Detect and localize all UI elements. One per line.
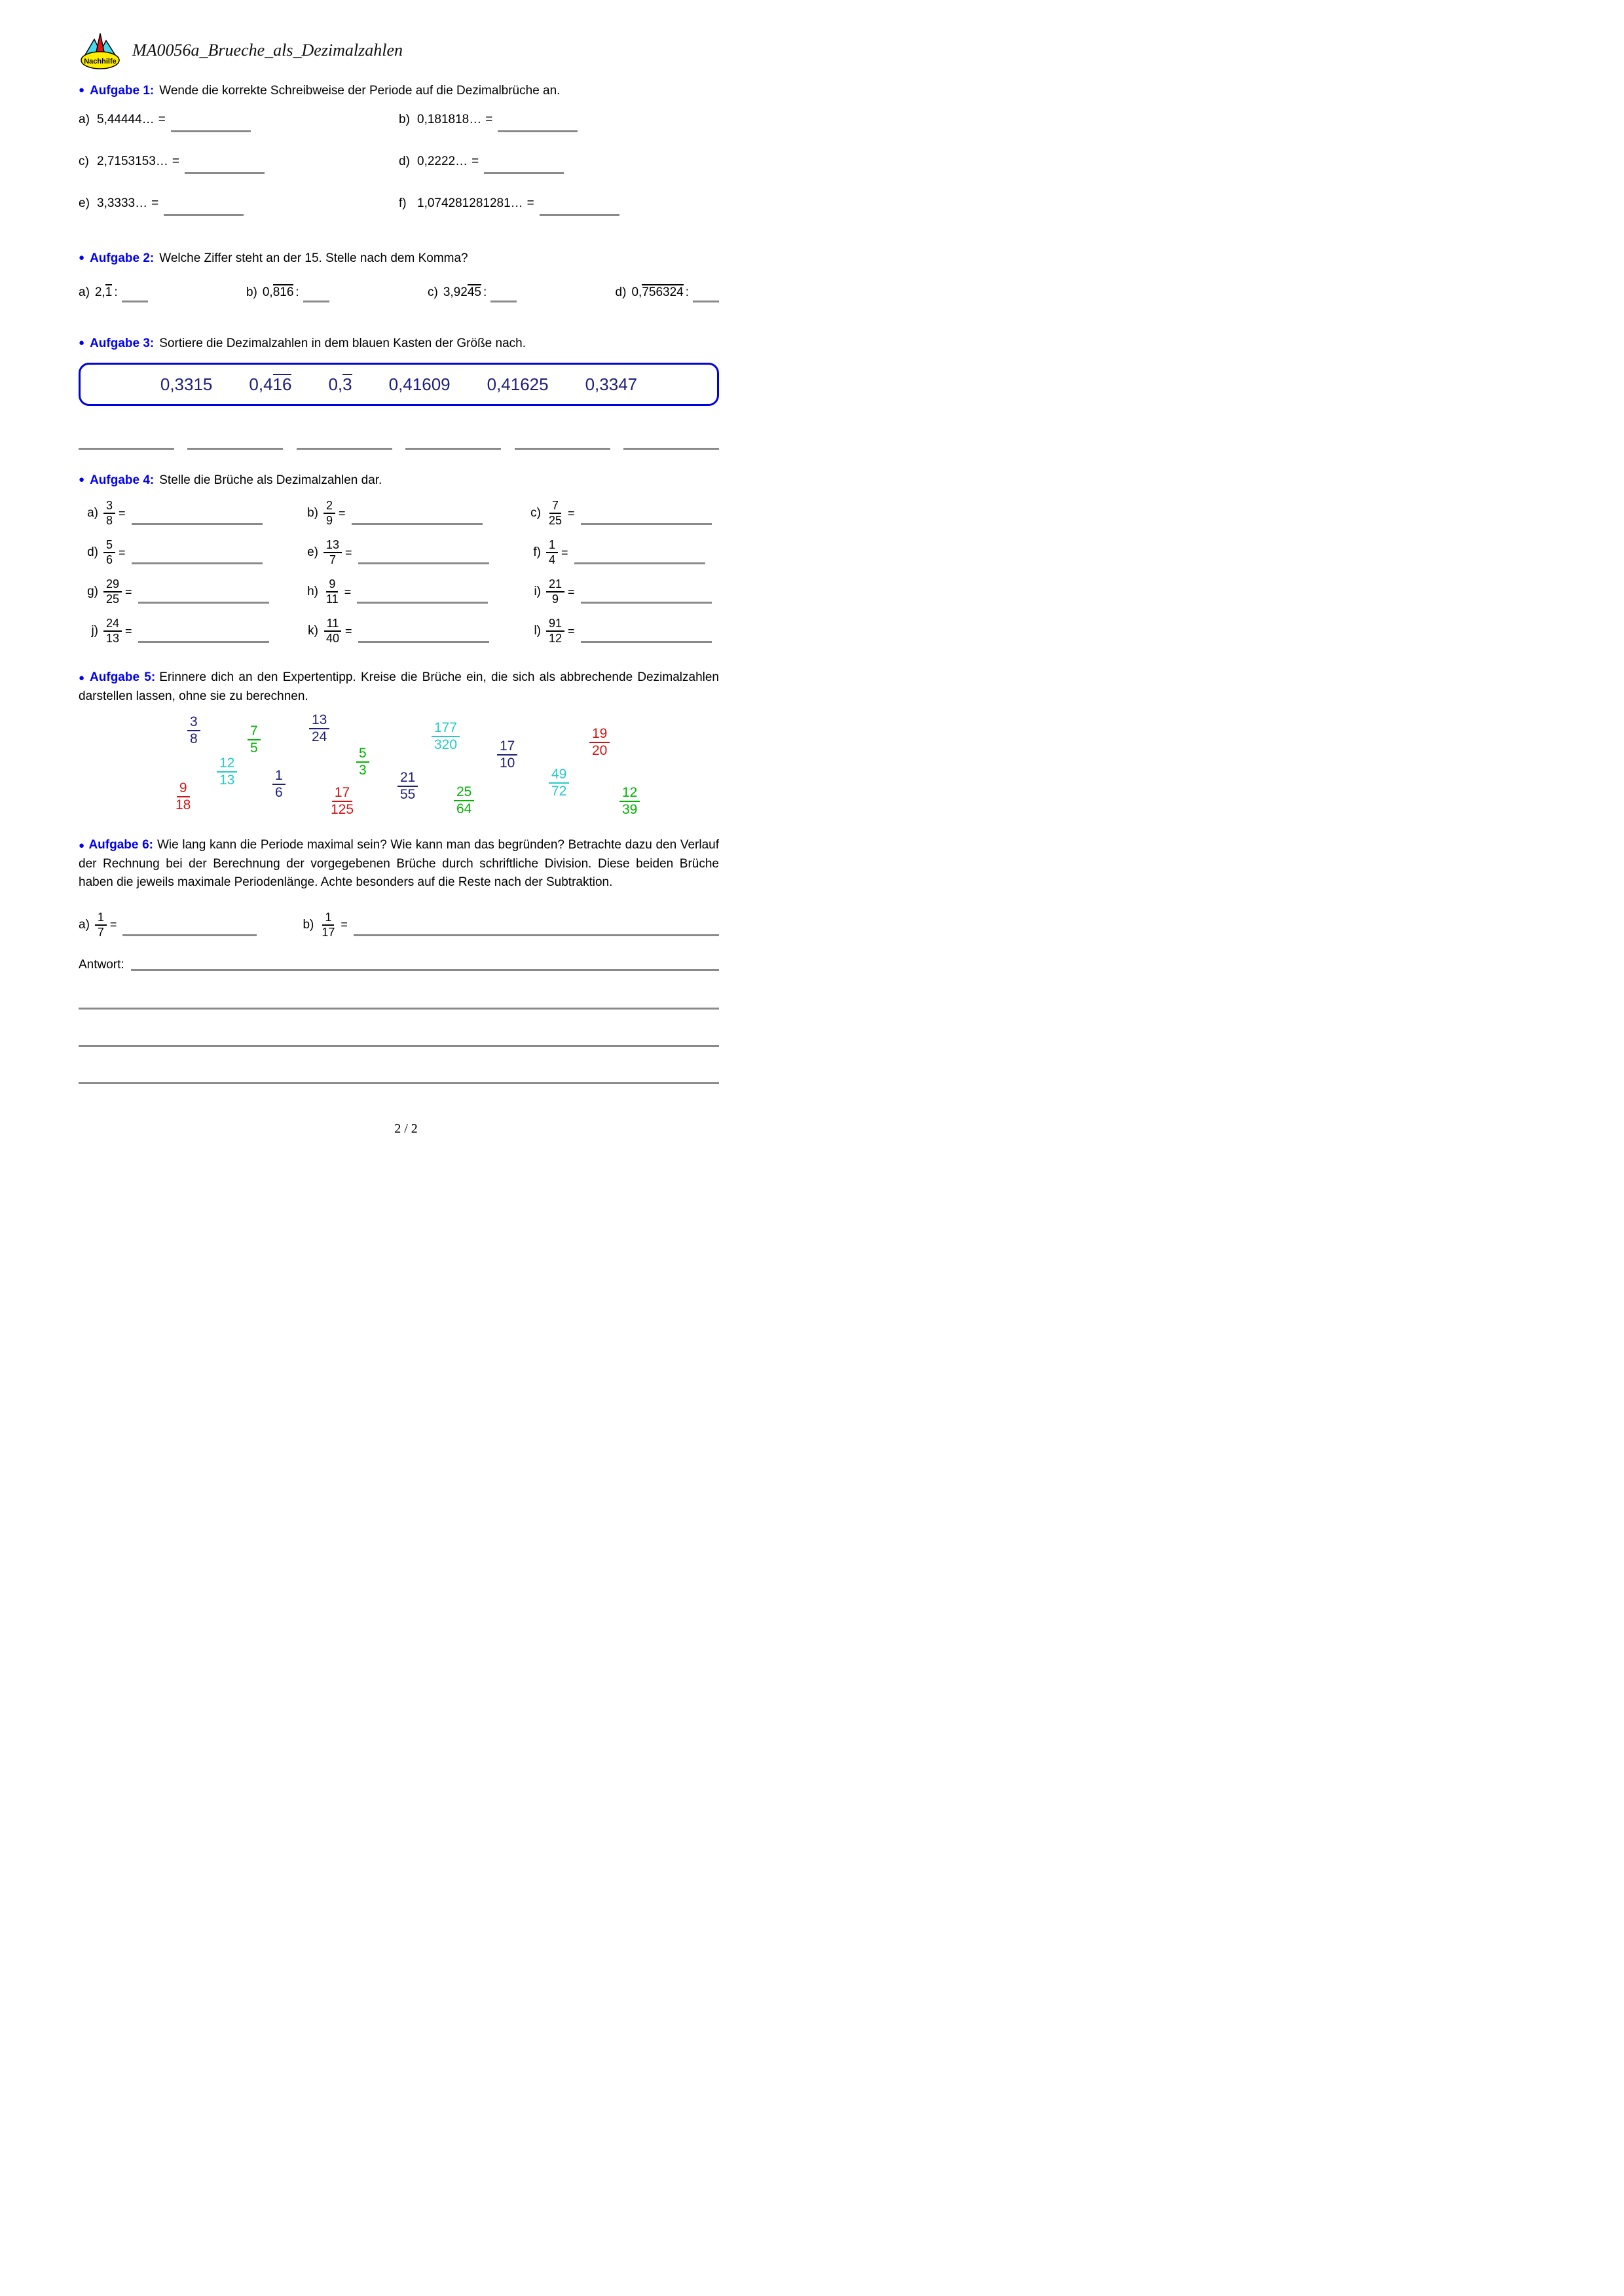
answer-blank[interactable] [122, 934, 257, 936]
task5-heading [79, 668, 719, 706]
equals-sign: = [471, 155, 479, 168]
periodic-digits: 45 [467, 285, 481, 299]
task4-prompt: Stelle die Brüche als Dezimalzahlen dar. [159, 473, 382, 487]
circle-candidate-fraction[interactable]: $\frac{49}{72}$ [549, 767, 569, 799]
item-key: e) [307, 545, 318, 559]
decimal-number: 0,41609 [388, 374, 451, 394]
fraction: $\frac{5}{6}$ [103, 539, 115, 566]
answer-blank[interactable] [490, 301, 517, 302]
periodic-digits: 756324 [642, 285, 684, 299]
task1-item-e [79, 196, 399, 223]
item-key: c) [428, 285, 438, 299]
header [79, 30, 719, 71]
fraction: $\frac{11}{40}$ [323, 617, 342, 645]
colon: : [483, 285, 487, 299]
worksheet-page [0, 0, 812, 1148]
decimal-prefix: 2, [94, 285, 105, 299]
equals-sign: = [568, 624, 575, 638]
logo-text: Nachhilfe [84, 58, 117, 65]
fraction: $\frac{3}{8}$ [103, 500, 115, 527]
answer-blank[interactable] [357, 602, 488, 604]
colon: : [114, 285, 118, 299]
task6-items [79, 909, 719, 941]
fraction: $\frac{13}{7}$ [323, 539, 342, 566]
answer-blank[interactable] [138, 641, 269, 643]
item-key: f) [399, 196, 407, 210]
bullet-icon: ● [79, 252, 85, 263]
task4-item-g [79, 577, 299, 607]
equals-sign: = [561, 545, 568, 559]
equals-sign: = [119, 545, 126, 559]
equals-sign: = [109, 918, 117, 931]
answer-row [79, 958, 719, 972]
circle-candidate-fraction[interactable]: $\frac{13}{24}$ [309, 713, 329, 744]
circle-candidate-fraction[interactable]: $\frac{19}{20}$ [589, 727, 610, 758]
task4-item-d [79, 538, 299, 568]
task1-heading [79, 84, 719, 98]
answer-blank[interactable] [358, 641, 489, 643]
task5-prompt: Erinnere dich an den Expertentipp. Kreise die Brüche ein, die sich als abbrechende Dezimalzahlen darstellen lassen, ohne sie zu berechnen. [79, 670, 719, 703]
sort-blank[interactable] [515, 448, 610, 450]
circle-candidate-fraction[interactable]: $\frac{5}{3}$ [356, 746, 369, 778]
bullet-icon: ● [79, 84, 85, 96]
equals-sign: = [125, 624, 132, 638]
task4-item-f [521, 538, 719, 568]
sort-blank[interactable] [297, 448, 392, 450]
fraction: $\frac{1}{4}$ [546, 539, 558, 566]
item-key: d) [87, 545, 98, 559]
answer-blank[interactable] [185, 172, 265, 174]
task6-label: Aufgabe 6: [88, 838, 153, 852]
decimal-prefix: 0, [631, 285, 642, 299]
circle-candidate-fraction[interactable]: $\frac{9}{18}$ [175, 780, 191, 813]
item-key: l) [534, 624, 541, 638]
bullet-icon: ● [79, 672, 86, 683]
equals-sign: = [345, 624, 352, 638]
writing-line[interactable] [79, 1008, 719, 1010]
task4-item-e [299, 538, 521, 568]
decimal-number: 0,3315 [160, 374, 213, 394]
sort-blank[interactable] [187, 448, 283, 450]
writing-line[interactable] [79, 1045, 719, 1047]
equals-sign: = [151, 196, 159, 210]
decimal-prefix: 3,92 [443, 285, 468, 299]
circle-candidate-fraction[interactable]: $\frac{12}{39}$ [619, 786, 640, 817]
page-number: 2 / 2 [394, 1121, 418, 1136]
item-value: 3,3333… [97, 196, 148, 210]
equals-sign: = [158, 113, 166, 126]
task1-items [79, 113, 719, 223]
item-key: b) [246, 285, 257, 299]
answer-label: Antwort: [79, 957, 124, 972]
fraction: $\frac{29}{25}$ [103, 578, 122, 606]
task4-item-i [521, 577, 719, 607]
circle-candidate-fraction[interactable]: $\frac{17}{10}$ [497, 739, 517, 771]
item-key: f) [533, 545, 541, 559]
decimal-number: 0,41625 [487, 374, 549, 394]
task4-item-k [299, 616, 521, 646]
circle-candidate-fraction[interactable]: $\frac{25}{64}$ [454, 785, 474, 816]
circle-candidate-fraction[interactable]: $\frac{21}{55}$ [397, 771, 418, 802]
item-key: e) [79, 196, 90, 210]
bullet-icon: ● [79, 337, 85, 348]
decimal-prefix: 0, [262, 285, 273, 299]
answer-blank[interactable] [581, 641, 712, 643]
periodic-digits: 816 [272, 285, 294, 299]
circle-candidate-fraction[interactable]: $\frac{12}{13}$ [217, 756, 237, 788]
item-value: 0,2222… [417, 155, 468, 168]
fraction: $\frac{9}{11}$ [326, 577, 339, 606]
task3-prompt: Sortiere die Dezimalzahlen in dem blauen Kasten der Größe nach. [159, 337, 526, 350]
circle-candidate-fraction[interactable]: $\frac{17}{125}$ [331, 785, 354, 818]
task2-label: Aufgabe 2: [90, 251, 155, 265]
answer-blank[interactable] [303, 301, 329, 302]
equals-sign: = [344, 585, 352, 598]
equals-sign: = [568, 585, 575, 598]
equals-sign: = [345, 545, 352, 559]
task2-item-b [246, 284, 329, 306]
item-value: 1,074281281281… [417, 196, 523, 210]
task2-item-a [79, 284, 148, 306]
task5-fraction-cloud [79, 710, 719, 831]
task4-item-h [299, 577, 521, 607]
sort-blank[interactable] [623, 448, 719, 450]
answer-blank[interactable] [498, 130, 578, 132]
periodic-digits: 1 [105, 285, 113, 299]
item-key: a) [87, 506, 98, 520]
fraction: $\frac{21}{9}$ [546, 578, 564, 606]
equals-sign: = [119, 506, 126, 520]
circle-candidate-fraction[interactable]: $\frac{3}{8}$ [187, 715, 200, 746]
item-key: c) [79, 155, 89, 168]
task1-label: Aufgabe 1: [90, 84, 155, 98]
task4-label: Aufgabe 4: [90, 473, 155, 487]
task4-heading [79, 473, 719, 488]
task2-heading [79, 251, 719, 266]
answer-blank[interactable] [581, 602, 712, 604]
item-key: i) [534, 585, 541, 598]
equals-sign: = [568, 506, 575, 520]
answer-blank[interactable] [581, 523, 712, 525]
item-value: 2,7153153… [97, 155, 168, 168]
item-key: c) [530, 506, 541, 520]
item-key: k) [308, 624, 318, 638]
fraction: $\frac{1}{17}$ [322, 910, 335, 939]
answer-blank[interactable] [354, 934, 719, 936]
task4-items [79, 498, 719, 646]
task3-heading [79, 337, 719, 351]
equals-sign: = [172, 155, 179, 168]
sort-blank[interactable] [79, 448, 174, 450]
circle-candidate-fraction[interactable]: $\frac{1}{6}$ [272, 769, 286, 800]
answer-blank[interactable] [358, 562, 489, 564]
task4-item-a [79, 498, 299, 528]
answer-blank[interactable] [484, 172, 564, 174]
equals-sign: = [526, 196, 534, 210]
item-value: 5,44444… [97, 113, 155, 126]
answer-blank[interactable] [164, 214, 244, 216]
task1-item-b [399, 113, 719, 139]
item-key: b) [307, 506, 318, 520]
circle-candidate-fraction[interactable]: $\frac{7}{5}$ [248, 724, 261, 756]
task1-prompt: Wende die korrekte Schreibweise der Periode auf die Dezimalbrüche an. [159, 84, 561, 98]
task1-item-a [79, 113, 399, 139]
item-key: h) [307, 585, 318, 598]
item-value: 0,181818… [417, 113, 482, 126]
answer-blank[interactable] [122, 301, 148, 302]
colon: : [295, 285, 299, 299]
item-key: g) [87, 585, 98, 598]
fraction: $\frac{91}{12}$ [546, 617, 564, 645]
item-key: a) [79, 285, 90, 299]
item-key: b) [303, 917, 314, 932]
item-key: a) [79, 113, 90, 126]
task3-label: Aufgabe 3: [90, 337, 155, 350]
item-key: j) [91, 624, 98, 638]
answer-blank[interactable] [171, 130, 251, 132]
fraction: $\frac{24}{13}$ [103, 617, 122, 645]
item-key: d) [399, 155, 410, 168]
decimal-number: 0,416 [249, 374, 292, 394]
colon: : [685, 285, 689, 299]
task6-prompt: Wie lang kann die Periode maximal sein? Wie kann man das begründen? Betrachte dazu den Verlauf der Rechnung bei der Berechnung der vorgegebenen Brüche durch schriftliche Division. Diese beiden Brüche haben die jeweils maximale Periodenlänge. Achte besonders auf die Reste nach der Subtraktion. [79, 838, 719, 889]
fraction: $\frac{1}{7}$ [95, 911, 107, 939]
sort-blank[interactable] [405, 448, 501, 450]
task2-items [79, 284, 719, 306]
writing-line[interactable] [79, 1082, 719, 1084]
task4-item-l [521, 616, 719, 646]
answer-blank[interactable] [352, 523, 483, 525]
task6-heading [79, 836, 719, 892]
answer-blank[interactable] [574, 562, 705, 564]
equals-sign: = [341, 918, 348, 931]
task1-item-c [79, 155, 399, 181]
task1-item-d [399, 155, 719, 181]
item-key: a) [79, 917, 90, 932]
task4-item-j [79, 616, 299, 646]
answer-blank[interactable] [132, 562, 263, 564]
item-key: b) [399, 113, 410, 126]
decimal-number: 0,3347 [585, 374, 638, 394]
item-key: d) [615, 285, 627, 299]
bullet-icon: ● [79, 840, 85, 851]
fraction: $\frac{7}{25}$ [549, 499, 563, 527]
answer-blank[interactable] [132, 523, 263, 525]
task4-item-b [299, 498, 521, 528]
answer-blank[interactable] [138, 602, 269, 604]
bullet-icon: ● [79, 474, 85, 485]
equals-sign: = [125, 585, 132, 598]
answer-blank[interactable] [693, 301, 719, 302]
task2-item-c [428, 284, 517, 306]
decimal-number: 0,3 [328, 374, 352, 394]
blue-number-box [79, 363, 719, 406]
task3-sort-blanks [79, 448, 719, 450]
answer-blank[interactable] [131, 969, 719, 971]
document-title: MA0056a_Brueche_als_Dezimalzahlen [132, 41, 403, 60]
equals-sign: = [485, 113, 493, 126]
task2-item-d [616, 284, 719, 306]
task4-item-c [521, 498, 719, 528]
task5-label: Aufgabe 5: [90, 670, 156, 684]
nachhilfe-logo-icon [79, 31, 122, 70]
circle-candidate-fraction[interactable]: $\frac{177}{320}$ [432, 721, 460, 752]
fraction: $\frac{2}{9}$ [323, 500, 335, 527]
answer-blank[interactable] [540, 214, 619, 216]
equals-sign: = [339, 506, 346, 520]
task1-item-f [399, 196, 719, 223]
task2-prompt: Welche Ziffer steht an der 15. Stelle nach dem Komma? [159, 251, 468, 265]
